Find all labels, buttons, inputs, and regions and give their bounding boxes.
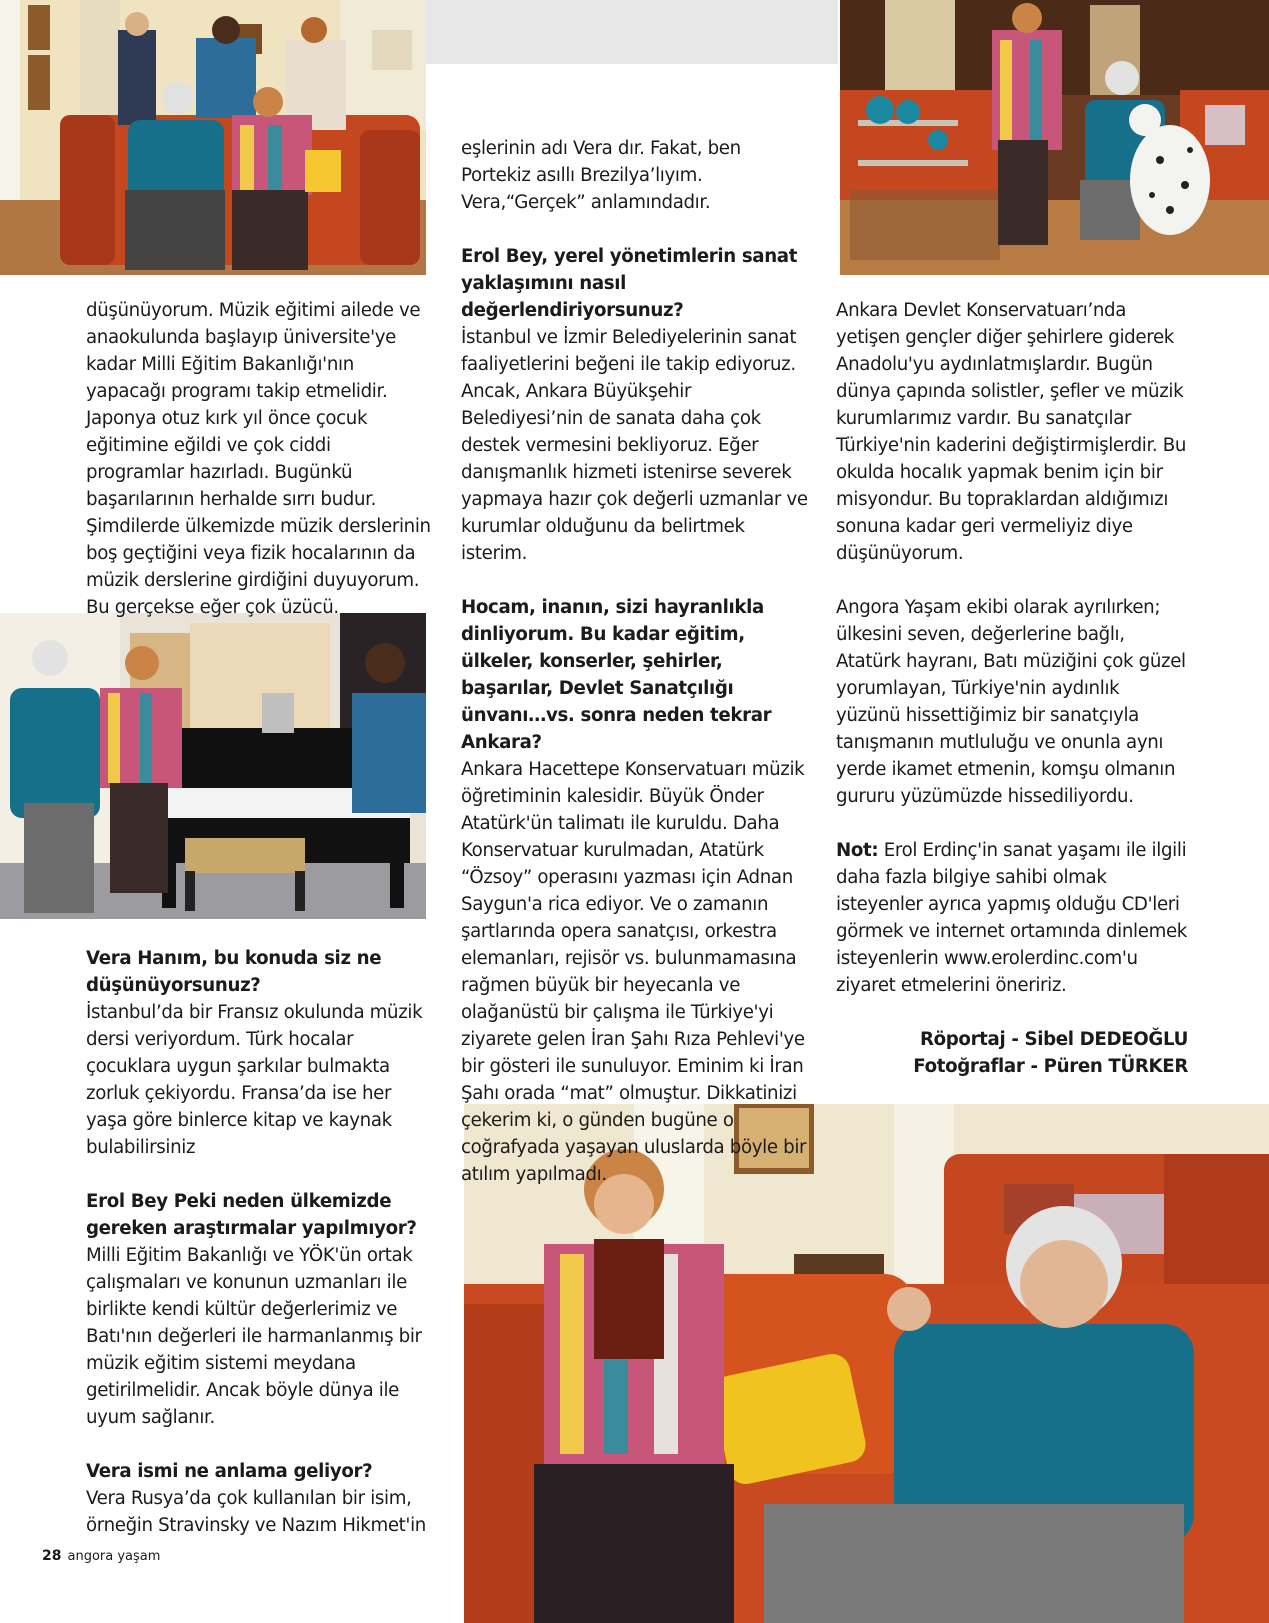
note-label: Not: xyxy=(836,840,879,861)
right-column xyxy=(836,297,1188,1080)
page-footer xyxy=(42,1548,160,1564)
left-intro-paragraph: düşünüyorum. Müzik eğitimi ailede ve anaokulunda başlayıp üniversite'ye kadar Milli Eğitim Bakanlığı'nın yapacağı programı takip etmelidir. Japonya otuz kırk yıl önce çocuk eğitimine eğildi ve çok ciddi programlar hazırladı. Bugünkü başarılarının herhalde sırrı budur. Şimdilerde ülkemizde müzik derslerinin boş geçtiğini veya fizik hocalarının da müzik derslerine girdiğini duyuyorum. Bu gerçekse eğer çok üzücü. xyxy=(86,300,431,618)
middle-column xyxy=(461,135,809,1188)
question-vera-opinion: Vera Hanım, bu konuda siz ne düşünüyorsunuz? xyxy=(86,948,382,996)
question-vera-name: Vera ismi ne anlama geliyor? xyxy=(86,1461,373,1482)
right-paragraph-conservatory: Ankara Devlet Konservatuarı’nda yetişen gençler diğer şehirlere giderek Anadolu'yu aydınlatmışlardır. Bugün dünya çapında solistler, şefler ve müzik kurumlarımız vardır. Bu sanatçılar Türkiye'nin kaderini değiştirmişlerdir. Bu okulda hocalık yapmak benim için bir misyondur. Bu topraklardan aldığımızı sonuna kadar geri vermeliyiz diye düşünüyorum. xyxy=(836,300,1187,564)
answer-vera-opinion: İstanbul’da bir Fransız okulunda müzik dersi veriyordum. Türk hocalar çocuklara uygun şarkılar bulmakta zorluk çekiyordu. Fransa’da ise her yaşa göre binlerce kitap ve kaynak bulabilirsiniz xyxy=(86,1002,423,1158)
left-column-top xyxy=(86,297,431,621)
header-grey-box xyxy=(426,0,838,64)
credit-photos: Fotoğraflar - Püren TÜRKER xyxy=(913,1056,1188,1077)
photo-piano xyxy=(0,613,426,919)
note-text: Erol Erdinç'in sanat yaşamı ile ilgili daha fazla bilgiye sahibi olmak isteyenler ayrıca yapmış olduğu CD'leri görmek ve internet ortamında dinlemek isteyenlerin www.erolerdinc.com'u ziyaret etmelerini öneririz. xyxy=(836,840,1187,996)
credit-interview: Röportaj - Sibel DEDEOĞLU xyxy=(919,1029,1188,1050)
question-why-ankara: Hocam, inanın, sizi hayranlıkla dinliyorum. Bu kadar eğitim, ülkeler, konserler, şehirler, başarılar, Devlet Sanatçılığı ünvanı…vs. sonra neden tekrar Ankara? xyxy=(461,597,772,753)
magazine-name: angora yaşam xyxy=(67,1549,161,1564)
answer-vera-name: Vera Rusya’da çok kullanılan bir isim, örneğin Stravinsky ve Nazım Hikmet'in xyxy=(86,1488,426,1536)
photo-dalmatian xyxy=(840,0,1269,275)
question-local-government: Erol Bey, yerel yönetimlerin sanat yaklaşımını nasıl değerlendiriyorsunuz? xyxy=(461,246,798,321)
right-paragraph-farewell: Angora Yaşam ekibi olarak ayrılırken; ülkesini seven, değerlerine bağlı, Atatürk hayranı, Batı müziğini çok güzel yorumlayan, Türkiye'nin aydınlık yüzünü hissettiğimiz bir sanatçıyla tanışmanın mutluluğu ve onunla aynı yerde ikamet etmenin, komşu olmanın gururu yüzümüzde hissediliyordu. xyxy=(836,597,1186,807)
answer-research: Milli Eğitim Bakanlığı ve YÖK'ün ortak çalışmaları ve konunun uzmanları ile birlikte kendi kültür değerlerimiz ve Batı'nın değerleri ile harmanlanmış bir müzik eğitim sistemi meydana getirilmelidir. Ancak böyle dünya ile uyum sağlanır. xyxy=(86,1245,422,1428)
photo-family-sofa xyxy=(0,0,426,275)
note-paragraph xyxy=(836,837,1188,999)
middle-intro-paragraph: eşlerinin adı Vera dır. Fakat, ben Portekiz asıllı Brezilya’lıyım. Vera,“Gerçek” anlamındadır. xyxy=(461,138,741,213)
question-research: Erol Bey Peki neden ülkemizde gereken araştırmalar yapılmıyor? xyxy=(86,1191,417,1239)
page-number: 28 xyxy=(42,1548,62,1564)
answer-local-government: İstanbul ve İzmir Belediyelerinin sanat faaliyetlerini beğeni ile takip ediyoruz. Ancak, Ankara Büyükşehir Belediyesi’nin de sanata daha çok destek vermesini bekliyoruz. Eğer danışmanlık hizmeti istenirse severek yapmaya hazır çok değerli uzmanlar ve kurumlar olduğunu da belirtmek isterim. xyxy=(461,327,808,564)
answer-why-ankara: Ankara Hacettepe Konservatuarı müzik öğretiminin kalesidir. Büyük Önder Atatürk'ün talimatı ile kuruldu. Daha Konservatuar kurulmadan, Atatürk “Özsoy” operasını yazması için Adnan Saygun'a rica ediyor. Ve o zamanın şartlarında opera sanatçısı, orkestra elemanları, rejisör vs. bulunmamasına rağmen büyük bir heyecanla ve olağanüstü bir çalışma ile Türkiye'yi ziyarete gelen İran Şahı Rıza Pehlevi'ye bir gösteri ile sunuluyor. Eminim ki İran Şahı orada “mat” olmuştur. Dikkatinizi çekerim ki, o günden bugüne o coğrafyada yaşayan uluslarda böyle bir atılım yapılmadı. xyxy=(461,759,807,1185)
left-column-bottom xyxy=(86,945,431,1539)
